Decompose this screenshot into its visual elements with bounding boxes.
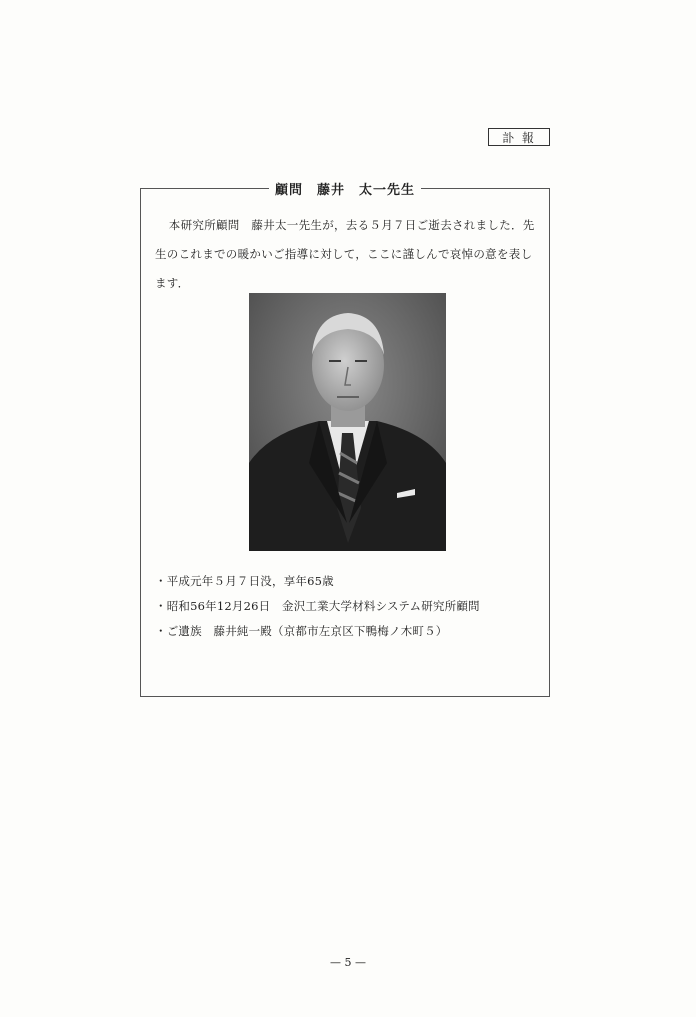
page-number: — 5 —: [330, 956, 366, 969]
box-title: [141, 179, 549, 200]
obituary-box: [140, 183, 550, 697]
fact-advisor-appointment: ・昭和56年12月26日 金沢工業大学材料システム研究所顧問: [155, 599, 480, 613]
obituary-label: 訃 報: [488, 128, 550, 146]
intro-paragraph: 本研究所顧問 藤井太一先生が，去る５月７日ご逝去されました．先生のこれまでの暖かいご指導に対して，ここに謹しんで哀悼の意を表します．: [155, 218, 535, 290]
portrait-photo: [249, 293, 446, 551]
fact-death: ・平成元年５月７日没，享年65歳: [155, 574, 334, 588]
fact-bereaved-family: ・ご遺族 藤井純一殿（京都市左京区下鴨梅ノ木町５）: [155, 624, 448, 638]
box-title-text: 顧問 藤井 太一先生: [269, 183, 421, 198]
facts-list: [155, 569, 545, 644]
